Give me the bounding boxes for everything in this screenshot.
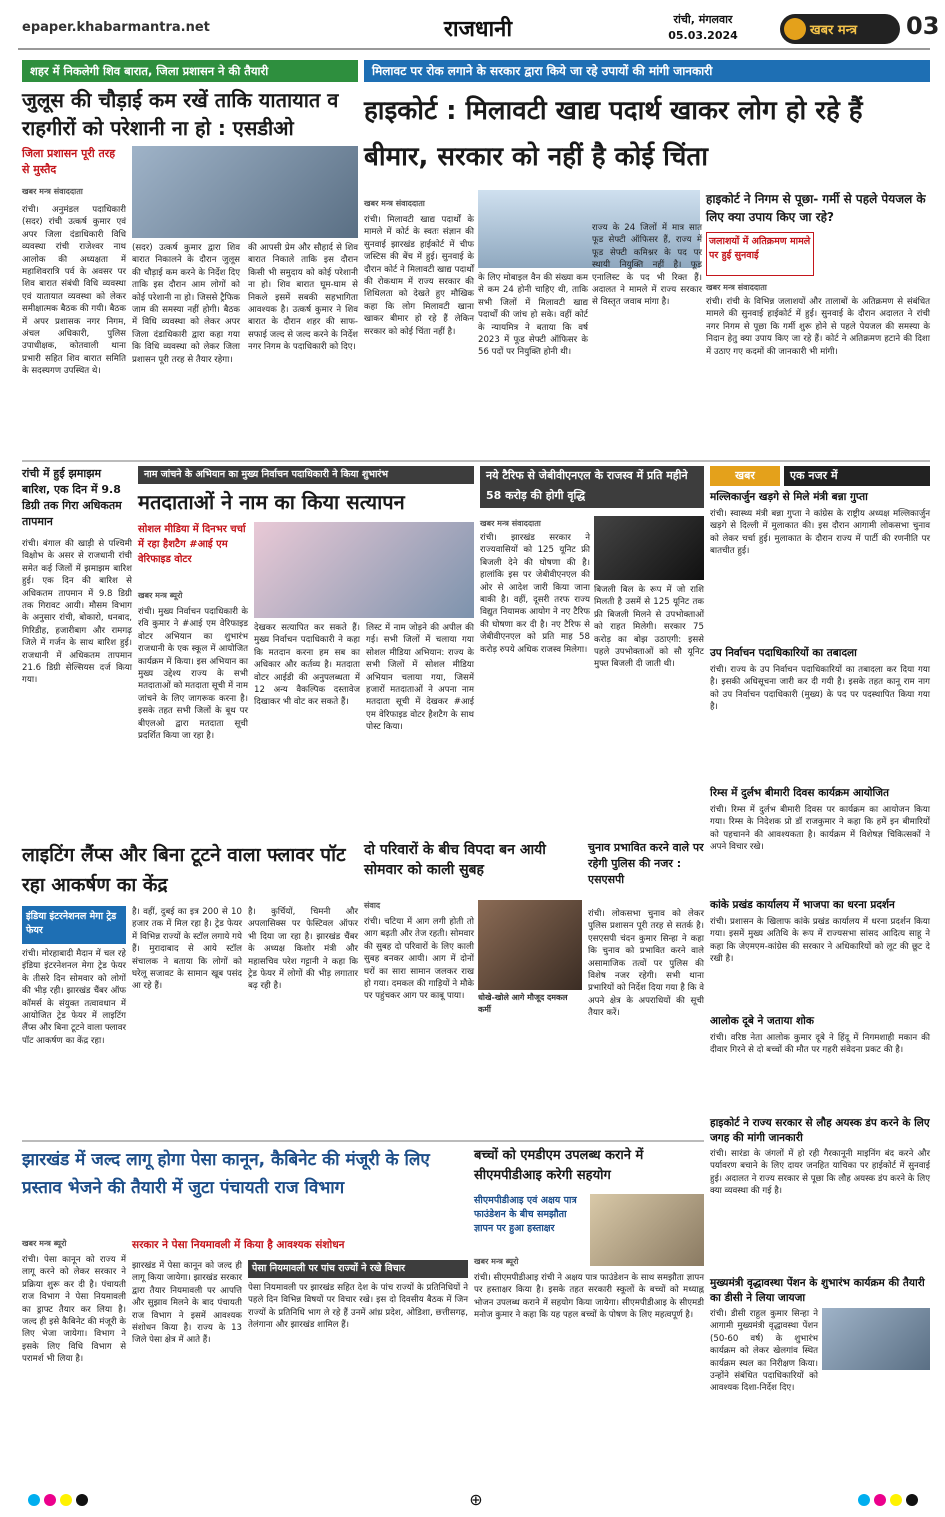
a7-h3: रिम्स में दुर्लभ बीमारी दिवस कार्यक्रम आयोजित [710, 787, 890, 799]
a2-body1: रांची। मिलावटी खाद्य पदार्थों के मामले में कोर्ट के स्वतः संज्ञान की सुनवाई झारखंड हाईकोर्ट में चीफ जस्टिस की बेंच में हुई। सुनवाई के दौरान कोर्ट ने मिलावटी खाद्य पदार्थों की रोकथाम में राज्य सरकार की शिथिलता को देखते हुए मौखिक कहा कि लोग मिलावटी खाना खाकर बीमार हो रहे हैं लेकिन सरकार को कोई चिंता नहीं है। [364, 215, 474, 337]
section-title: राजधानी [443, 17, 513, 42]
a11-byline: खबर मन्त्र ब्यूरो [22, 1239, 67, 1248]
a7-photo [822, 1308, 930, 1370]
a8-body2: है। वहीं, दुबई का इत्र 200 से 10 हजार तक में मिल रहा है। ट्रेड फेयर में विभिन्न राज्यों के स्टॉल लगाये गये हैं। मुरादाबाद से आये स्टॉल संचालक ने बताया कि लोगों को घरेलू सजावट के सामान खूब पसंद आ रहे हैं। [132, 907, 242, 992]
color-dot [874, 1494, 886, 1506]
a6-byline: खबर मन्त्र संवाददाता [480, 519, 541, 528]
a7-kicker [710, 466, 930, 486]
a5-kicker: नाम जांचने के अभियान का मुख्य निर्वाचन पदाधिकारी ने किया शुभारंभ [138, 466, 474, 484]
a3-headline: हाइकोर्ट ने निगम से पूछा- गर्मी से पहले पेयजल के लिए क्या उपाय किए जा रहे? [706, 192, 926, 224]
a1-kicker: शहर में निकलेगी शिव बारात, जिला प्रशासन ने की तैयारी [22, 60, 358, 82]
a9-headline: दो परिवारों के बीच विपदा बन आयी सोमवार को काली सुबह [364, 842, 546, 878]
a11-k2: पेसा नियमावली पर पांच राज्यों ने रखे विचार [248, 1260, 468, 1278]
a2-body2: के लिए मोबाइल वैन की संख्या कम से कम 24 होनी चाहिए थी, ताकि सभी जिलों में मिलावटी खाद्य पदार्थों की जांच हो सके। वहीं कोर्ट के न्यायमित्र ने बताया कि वर्ष 2023 में फूड सेफ्टी ऑफिसर के 56 पदों पर नियुक्ति होनी थी। [478, 273, 588, 358]
a5-byline: खबर मन्त्र ब्यूरो [138, 591, 183, 600]
a1-sub: जिला प्रशासन पूरी तरह से मुस्तैद [22, 147, 116, 176]
a6-photo-bulb [594, 516, 704, 580]
a1-body3: की आपसी प्रेम और सौहार्द से शिव बारात निकाले ताकि इस दौरान किसी भी समुदाय को कोई परेशानी ना हो। शिव बारात घूम-घाम से निकले इसमें सबकी सहभागिता आवश्यक है। उत्कर्ष कुमार ने शिव बारात के दौरान शहर की साफ-सफाई जल्द से जल्द करने के निर्देश नगर निगम के पदाधिकारी को दिए। [248, 243, 358, 353]
a11-k1: सरकार ने पेसा नियमावली में किया है आवश्यक संशोधन [132, 1239, 345, 1251]
a3-byline: खबर मन्त्र संवाददाता [706, 283, 767, 292]
color-dot [906, 1494, 918, 1506]
a1-photo [132, 146, 358, 238]
a12-photo [590, 1194, 704, 1266]
a9-photo [478, 900, 582, 990]
edition-date: 05.03.2024 [668, 29, 738, 42]
a11-body: रांची। पेसा कानून को राज्य में लागू करने को लेकर सरकार ने प्रक्रिया शुरू कर दी है। पंचायती राज विभाग ने पेसा नियमावली का ड्राफ्ट तैयार कर लिया है। जल्द ही इसे कैबिनेट की मंजूरी के लिए भेजा जायेगा। विभाग ने इसके लिए विधि विभाग से परामर्श भी लिया है। [22, 1255, 126, 1365]
a4-headline: रांची में हुई झमाझम बारिश, एक दिन में 9.8 डिग्री तक गिरा अधिकतम तापमान [22, 467, 122, 528]
place-day: रांची, मंगलवार [673, 13, 733, 26]
a7-h2: उप निर्वाचन पदाधिकारियों का तबादला [710, 647, 857, 659]
color-dot [858, 1494, 870, 1506]
a10-body: रांची। लोकसभा चुनाव को लेकर पुलिस प्रशासन पूरी तरह से सतर्क है। एसएसपी चंदन कुमार सिन्हा ने कहा कि चुनाव को प्रभावित करने वाले असामाजिक तत्वों पर पुलिस की विशेष नजर रहेगी। सभी थाना प्रभारियों को निर्देश दिया गया है कि वे अपने क्षेत्र के अपराधियों की सूची तैयार करें। [588, 909, 704, 1019]
a9-photo-caption: धोखे-खोले आगे मौजूद दमकल कर्मी [478, 993, 568, 1014]
a8-headline: लाइटिंग लैंप्स और बिना टूटने वाला फ्लावर पॉट रहा आकर्षण का केंद्र [22, 844, 346, 896]
page-number: 03 [906, 12, 940, 40]
a9-body: रांची। चटिया में आग लगी होती तो आग बढ़ती और तेज रहती। सोमवार की सुबह दो परिवारों के लिए काली सुबह बनकर आयी। आग में दोनों घरों का सारा सामान जलकर राख हो गया। दमकल की गाड़ियों ने मौके पर पहुंचकर आग पर काबू पाया। [364, 917, 474, 1002]
a1-headline: जुलूस की चौड़ाई कम रखें ताकि यातायात व राहगीरों को परेशानी ना हो : एसडीओ [22, 88, 339, 140]
color-dot [28, 1494, 40, 1506]
a9-byline: संवाद [364, 901, 381, 910]
a12-body: रांची। सीएमपीडीआइ रांची ने अक्षय पात्र फाउंडेशन के साथ समझौता ज्ञापन पर हस्ताक्षर किया है। इसके तहत सरकारी स्कूलों के बच्चों को मध्याह्न भोजन उपलब्ध कराने में सहयोग किया जायेगा। सीएमपीडीआइ के सीएमडी मनोज कुमार ने कहा कि यह पहल बच्चों के पोषण के लिए महत्वपूर्ण है। [474, 1273, 704, 1321]
a7-b1: रांची। स्वास्थ्य मंत्री बन्ना गुप्ता ने कांग्रेस के राष्ट्रीय अध्यक्ष मल्लिकार्जुन खड़गे से दिल्ली में मुलाकात की। इस दौरान आगामी लोकसभा चुनाव को लेकर चर्चा हुई। मुलाकात के दौरान राज्य में पार्टी की रणनीति पर बातचीत हुई। [710, 509, 930, 557]
a7-h7: मुख्यमंत्री वृद्धावस्था पेंशन के शुभारंभ कार्यक्रम की तैयारी का डीसी ने लिया जायजा [710, 1277, 925, 1304]
a2-body3: राज्य के 24 जिलों में मात्र सात फूड सेफ्टी ऑफिसर हैं, राज्य में फूड सेफ्टी कमिश्नर के पद पर स्थायी नियुक्ति नहीं है। फूड एनालिस्ट के पद भी रिक्त हैं। अदालत ने मामले में राज्य सरकार से विस्तृत जवाब मांगा है। [592, 223, 702, 308]
a7-b3: रांची। रिम्स में दुर्लभ बीमारी दिवस पर कार्यक्रम का आयोजन किया गया। रिम्स के निदेशक प्रो डॉ राजकुमार ने कहा कि हमें इन बीमारियों को पहचानने की आवश्यकता है। कार्यक्रम में विशेषज्ञ चिकित्सकों ने अपने विचार रखे। [710, 805, 930, 853]
a6-body: रांची। झारखंड सरकार ने राज्यवासियों को 125 यूनिट फ्री बिजली देने की घोषणा की है। हालांकि इस पर जेबीवीएनएल की ओर से आदेश जारी किया जाना बाकी है। वहीं, दूसरी तरफ राज्य विद्युत नियामक आयोग ने नए टैरिफ की घोषणा कर दी है। नए टैरिफ से जेबीवीएनएल को प्रति माह 58 करोड़ रुपये अधिक राजस्व मिलेगा। [480, 533, 590, 655]
a8-sub: इंडिया इंटरनेशनल मेगा ट्रेड फेयर [22, 906, 126, 944]
a7-h6: हाइकोर्ट ने राज्य सरकार से लौह अयस्क डंप करने के लिए जगह की मांगी जानकारी [710, 1117, 930, 1144]
a10-headline: चुनाव प्रभावित करने वाले पर रहेगी पुलिस की नजर : एसएसपी [588, 841, 704, 886]
a7-b2: रांची। राज्य के उप निर्वाचन पदाधिकारियों का तबादला कर दिया गया है। इसकी अधिसूचना जारी कर दी गयी है। इसके तहत कानू राम नाग को उप निर्वाचन पदाधिकारी (मुख्य) के पद पर पदस्थापित किया गया है। [710, 665, 930, 713]
a1-body2: (सदर) उत्कर्ष कुमार द्वारा शिव बारात निकालने के दौरान जुलूस की चौड़ाई कम करने के निर्देश दिए ताकि इस दौरान आम लोगों को कोई परेशानी ना हो। जिससे ट्रैफिक जाम की समस्या नहीं होगी। बैठक में विधि व्यवस्था को लेकर अपर जिला दंडाधिकारी द्वारा कहा गया कि विधि व्यवस्था को लेकर जिला प्रशासन पूरी तरह से तैयार रहेगा। [132, 243, 240, 365]
a5-headline: मतदाताओं ने नाम का किया सत्यापन [138, 490, 405, 514]
divider [22, 1140, 704, 1142]
a11-b2: पेसा नियमावली पर झारखंड सहित देश के पांच राज्यों के प्रतिनिधियों ने पहले दिन विभिन्न विषयों पर विचार रखे। इस दो दिवसीय बैठक में जिन राज्यों के प्रतिनिधि भाग ले रहे हैं उनमें आंध्र प्रदेश, ओडिशा, छत्तीसगढ़, तेलंगाना और झारखंड शामिल हैं। [248, 1283, 468, 1331]
footer-bar [18, 1490, 930, 1510]
kicker-tag: खबर [710, 466, 780, 486]
a11-b1: झारखंड में पेसा कानून को जल्द ही लागू किया जायेगा। झारखंड सरकार द्वारा तैयार नियमावली पर आपत्ति और सुझाव मिलने के बाद पंचायती राज विभाग ने इसमें आवश्यक संशोधन किया है। राज्य के 13 जिले पेसा क्षेत्र में आते हैं। [132, 1261, 242, 1346]
brand-logo [780, 14, 900, 44]
a7-h5: आलोक दूबे ने जताया शोक [710, 1015, 814, 1027]
a2-headline: हाइकोर्ट : मिलावटी खाद्य पदार्थ खाकर लोग हो रहे हैं बीमार, सरकार को नहीं है कोई चिंता [364, 96, 863, 172]
site-url[interactable]: epaper.khabarmantra.net [22, 20, 210, 35]
a5-body2: देखकर सत्यापित कर सकते हैं। मुख्य निर्वाचन पदाधिकारी ने कहा कि मतदान करना हम सब का अधिकार और कर्तव्य है। मतदाता वोटर आईडी की अनुपलब्धता में 12 अन्य वैकल्पिक दस्तावेज दिखाकर भी वोट कर सकते हैं। [254, 623, 360, 708]
a8-body3: है। कुर्चियों, चिमनी और अपलासिक्स पर फेस्टिवल ऑफर भी दिया जा रहा है। झारखंड चैंबर के अध्यक्ष किशोर मंत्री और महासचिव परेश गट्टानी ने कहा कि ट्रेड फेयर में लोगों की भीड़ लगातार बढ़ रही है। [248, 907, 358, 992]
a7-b6: रांची। सारंडा के जंगलों में हो रही गैरकानूनी माइनिंग बंद करने और पर्यावरण बचाने के लिए दायर जनहित याचिका पर हाईकोर्ट में सुनवाई हुई। अदालत ने राज्य सरकार से पूछा कि लौह अयस्क डंप करने के लिए क्या व्यवस्था की गई है। [710, 1149, 930, 1197]
a4-body: रांची। बंगाल की खाड़ी से पश्चिमी विक्षोभ के असर से राजधानी रांची समेत कई जिलों में झमाझम बारिश हुई। एक दिन की बारिश से अधिकतम तापमान में 9.8 डिग्री तक गिरावट आयी। मौसम विभाग के अनुसार रांची, बोकारो, धनबाद, गिरिडीह, हजारीबाग और रामगढ़ जिले में गर्जन के साथ बारिश हुई। राजधानी में अधिकतम तापमान 21.6 डिग्री सेल्सियस दर्ज किया गया। [22, 539, 132, 686]
a3-sub: जलाशयों में अतिक्रमण मामले पर हुई सुनवाई [706, 232, 814, 276]
a2-byline: खबर मन्त्र संवाददाता [364, 199, 425, 208]
a7-b4: रांची। प्रशासन के खिलाफ कांके प्रखंड कार्यालय में धरना प्रदर्शन किया गया। इसमें मुख्य अतिथि के रूप में राज्यसभा सांसद आदित्य साहू ने कहा कि जेएमएम-कांग्रेस की सरकार ने अधिकारियों को लूट की छूट दे रखी है। [710, 917, 930, 965]
a8-body: रांची। मोरहाबादी मैदान में चल रहे इंडिया इंटरनेशनल मेगा ट्रेड फेयर के तीसरे दिन सोमवार को लोगों की भीड़ रही। झारखंड चैंबर ऑफ कॉमर्स के संयुक्त तत्वावधान में आयोजित ट्रेड फेयर में लाइटिंग लैंप्स और बिना टूटने वाला फ्लावर पॉट आकर्षण का केंद्र रहा। [22, 949, 126, 1046]
color-dot [890, 1494, 902, 1506]
brand-name: खबर मन्त्र [810, 23, 858, 38]
a7-b5: रांची। वरिष्ठ नेता आलोक कुमार दूबे ने हिंदू में निगमशाही मकान की दीवार गिरने से दो बच्चों की मौत पर गहरी संवेदना प्रकट की है। [710, 1033, 930, 1056]
a5-sub: सोशल मीडिया में दिनभर चर्चा में रहा हैशटैग #आई एम वेरिफाइड वोटर [138, 524, 246, 565]
masthead [18, 10, 940, 50]
registration-mark-icon: ⊕ [469, 1490, 483, 1509]
a1-byline: खबर मन्त्र संवाददाता [22, 187, 83, 196]
color-dot [76, 1494, 88, 1506]
a2-kicker: मिलावट पर रोक लगाने के सरकार द्वारा किये जा रहे उपायों की मांगी जानकारी [364, 60, 930, 82]
a1-body1: रांची। अनुमंडल पदाधिकारी (सदर) रांची उत्कर्ष कुमार एवं अपर जिला दंडाधिकारी विधि व्यवस्था रांची राजेश्वर नाथ आलोक की अध्यक्षता में महाशिवरात्रि पर्व के अवसर पर शिव बारात संबंधी विधि व्यवस्था एवं यातायात व्यवस्था को लेकर समीक्षात्मक बैठक की गयी। बैठक में अपर प्रशासक नगर निगम, अंचल अधिकारी, पुलिस उपाधीक्षक, कोतवाली थाना प्रभारी सहित शिव बारात समिति के सदस्यगण उपस्थित थे। [22, 205, 126, 377]
a12-headline: बच्चों को एमडीएम उपलब्ध कराने में सीएमपीडीआइ करेगी सहयोग [474, 1148, 644, 1183]
color-dot [60, 1494, 72, 1506]
a6-headline: नये टैरिफ से जेबीवीएनएल के राजस्व में प्रति महीने 58 करोड़ की होगी वृद्धि [480, 466, 704, 508]
logo-circle-icon [784, 18, 806, 40]
a7-b7: रांची। डीसी राहुल कुमार सिन्हा ने आगामी मुख्यमंत्री वृद्धावस्था पेंशन (50-60 वर्ष) के शुभारंभ कार्यक्रम को लेकर खेलगांव स्थित कार्यक्रम स्थल का निरीक्षण किया। उन्होंने संबंधित पदाधिकारियों को आवश्यक दिशा-निर्देश दिए। [710, 1309, 818, 1394]
color-dot [44, 1494, 56, 1506]
a5-body: रांची। मुख्य निर्वाचन पदाधिकारी के रवि कुमार ने #आई एम वेरिफाइड वोटर अभियान का शुभारंभ राजधानी के एक स्कूल में आयोजित कार्यक्रम में किया। इस अभियान का मुख्य उद्देश्य राज्य के सभी मतदाताओं को मतदाता सूची में नाम जांचने के लिए जागरूक करना है। इसके तहत सभी जिलों के बूथ पर बीएलओ द्वारा मतदाता सूची प्रदर्शित किया जा रहा है। [138, 607, 248, 742]
a5-body3: लिस्ट में नाम जोड़ने की अपील की गई। सभी जिलों में चलाया गया सोशल मीडिया अभियान: राज्य के सभी जिलों में सोशल मीडिया अभियान चलाया गया, जिसमें हजारों मतदाताओं ने अपना नाम मतदाता सूची में देखकर #आई एम वेरिफाइड वोटर हैशटैग के साथ पोस्ट किया। [366, 623, 474, 733]
divider [22, 460, 930, 462]
a7-h4: कांके प्रखंड कार्यालय में भाजपा का धरना प्रदर्शन [710, 899, 895, 911]
a7-h1: मल्लिकार्जुन खड़गे से मिले मंत्री बन्ना गुप्ता [710, 491, 868, 503]
a12-sub: सीएमपीडीआइ एवं अक्षय पात्र फाउंडेशन के बीच समझौता ज्ञापन पर हुआ हस्ताक्षर [474, 1195, 577, 1234]
a5-photo [254, 522, 474, 618]
a3-body: रांची। रांची के विभिन्न जलाशयों और तालाबों के अतिक्रमण से संबंधित मामले की सुनवाई हाईकोर्ट में हुई। सुनवाई के दौरान अदालत ने रांची नगर निगम से पूछा कि गर्मी शुरू होने से पहले पेयजल की समस्या के निदान हेतु क्या उपाय किए जा रहे हैं। कोर्ट ने अतिक्रमण हटाने की दिशा में उठाए गए कदमों की जानकारी भी मांगी। [706, 297, 930, 357]
kicker-label: एक नजर में [784, 466, 930, 486]
a12-byline: खबर मन्त्र ब्यूरो [474, 1257, 519, 1266]
a6-body2: बिजली बिल के रूप में जो राशि मिलती है उसमें से 125 यूनिट तक फ्री बिजली मिलने से उपभोक्ताओं को राहत मिलेगी। सरकार 75 करोड़ का बोझ उठाएगी: इससे पहले उपभोक्ताओं को सौ यूनिट मुफ्त बिजली दी जाती थी। [594, 585, 704, 670]
a11-headline: झारखंड में जल्द लागू होगा पेसा कानून, कैबिनेट की मंजूरी के लिए प्रस्ताव भेजने की तैयारी में जुटा पंचायती राज विभाग [22, 1150, 430, 1198]
